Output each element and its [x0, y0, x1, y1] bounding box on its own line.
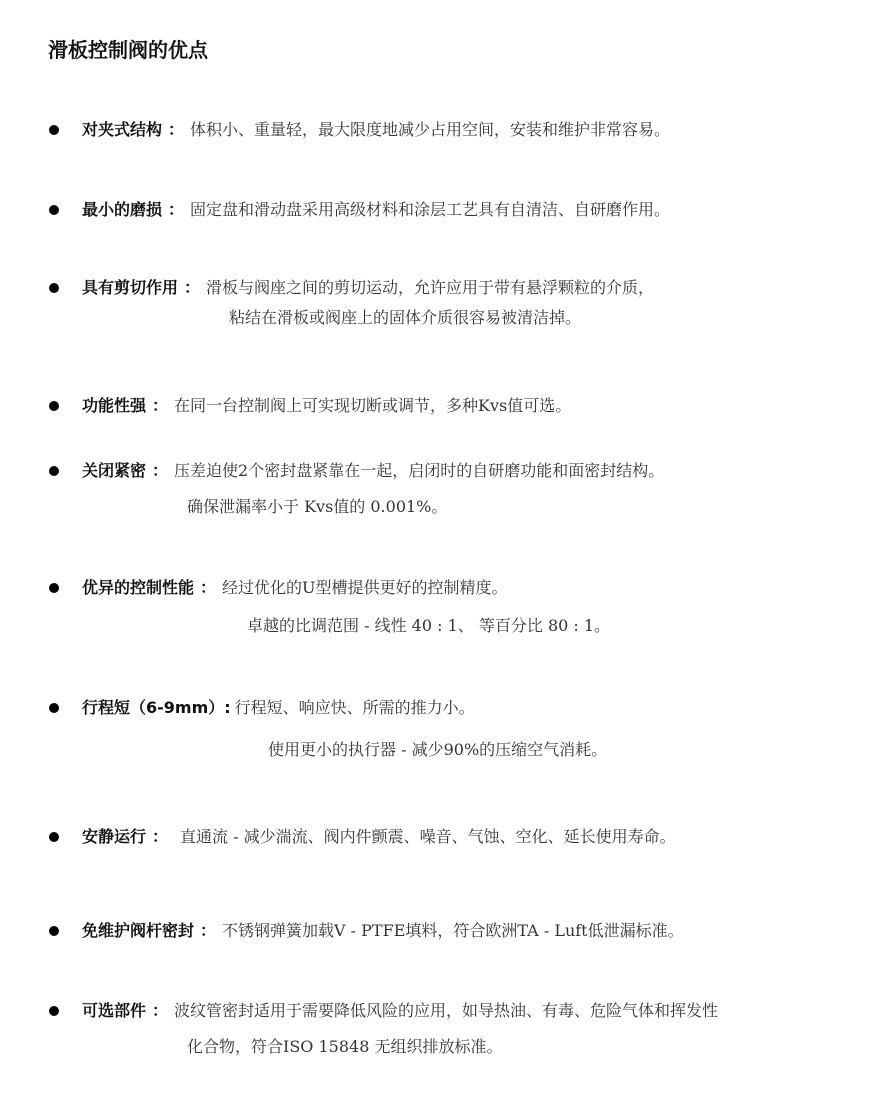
bullet-icon: [49, 703, 59, 713]
item-description: 体积小、重量轻，最大限度地减少占用空间，安装和维护非常容易。: [190, 120, 671, 139]
bullet-icon: [49, 832, 59, 842]
item-continuation: 确保泄漏率小于 Kvs值的 0.001%。: [187, 497, 448, 516]
list-item: [0, 999, 896, 1059]
bullet-icon: [49, 283, 59, 293]
item-colon: ：: [168, 200, 185, 219]
item-colon: ：: [152, 396, 169, 415]
item-term: 关闭紧密: [82, 461, 147, 480]
item-continuation: 使用更小的执行器 - 减少90%的压缩空气消耗。: [268, 740, 608, 759]
item-description: 不锈钢弹簧加载V - PTFE填料，符合欧洲TA - Luft低泄漏标准。: [222, 921, 684, 940]
list-item: [0, 276, 896, 330]
list-item: [0, 696, 896, 762]
item-description: 滑板与阀座之间的剪切运动，允许应用于带有悬浮颗粒的介质，: [206, 278, 655, 297]
item-description: 在同一台控制阀上可实现切断或调节，多种Kvs值可选。: [174, 396, 572, 415]
item-colon: ：: [184, 278, 201, 297]
list-item: [0, 198, 896, 222]
item-term: 对夹式结构: [82, 120, 163, 139]
item-term: 行程短（6-9mm）: [82, 698, 225, 717]
item-colon: ：: [152, 461, 169, 480]
item-colon: ：: [152, 1001, 169, 1020]
item-term: 具有剪切作用: [82, 278, 179, 297]
item-continuation: 卓越的比调范围 - 线性 40 : 1、 等百分比 80 : 1。: [247, 616, 611, 635]
item-term: 最小的磨损: [82, 200, 163, 219]
list-item: [0, 118, 896, 142]
item-description: 波纹管密封适用于需要降低风险的应用，如导热油、有毒、危险气体和挥发性: [174, 1001, 719, 1020]
item-description: 行程短、响应快、所需的推力小。: [234, 698, 475, 717]
item-colon: ：: [168, 120, 185, 139]
item-description: 固定盘和滑动盘采用高级材料和涂层工艺具有自清洁、自研磨作用。: [190, 200, 671, 219]
item-colon: :: [224, 698, 231, 717]
item-term: 可选部件: [82, 1001, 147, 1020]
page-title: 滑板控制阀的优点: [48, 38, 208, 62]
item-description: 压差迫使2个密封盘紧靠在一起，启闭时的自研磨功能和面密封结构。: [174, 461, 665, 480]
bullet-icon: [49, 583, 59, 593]
item-term: 功能性强: [82, 396, 147, 415]
item-colon: ：: [200, 921, 217, 940]
item-description: 直通流 - 减少湍流、阀内件颤震、噪音、气蚀、空化、延长使用寿命。: [180, 827, 676, 846]
bullet-icon: [49, 401, 59, 411]
item-term: 免维护阀杆密封: [82, 921, 195, 940]
item-term: 安静运行: [82, 827, 147, 846]
item-continuation: 化合物，符合ISO 15848 无组织排放标准。: [187, 1037, 503, 1056]
list-item: [0, 825, 896, 849]
list-item: [0, 919, 896, 943]
item-continuation: 粘结在滑板或阀座上的固体介质很容易被清洁掉。: [229, 308, 582, 327]
list-item: [0, 576, 896, 638]
bullet-icon: [49, 205, 59, 215]
list-item: [0, 394, 896, 418]
bullet-icon: [49, 125, 59, 135]
item-term: 优异的控制性能: [82, 578, 195, 597]
item-description: 经过优化的U型槽提供更好的控制精度。: [222, 578, 508, 597]
bullet-icon: [49, 1006, 59, 1016]
bullet-icon: [49, 926, 59, 936]
list-item: [0, 459, 896, 519]
item-colon: ：: [200, 578, 217, 597]
item-colon: ：: [152, 827, 169, 846]
bullet-icon: [49, 466, 59, 476]
